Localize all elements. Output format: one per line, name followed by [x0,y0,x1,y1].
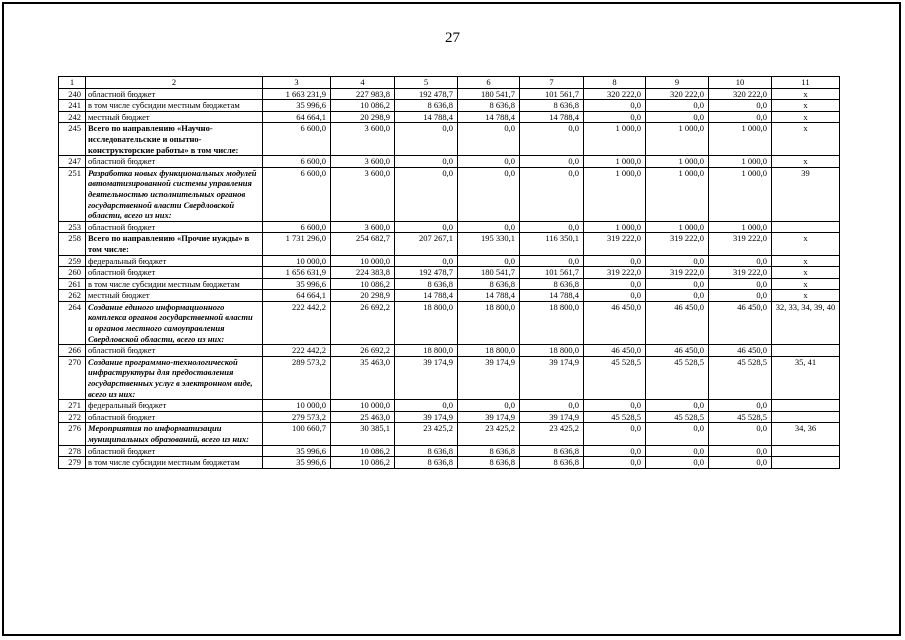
value-cell: 227 983,8 [331,88,395,100]
value-cell: 1 000,0 [709,123,772,156]
value-cell: 289 573,2 [263,356,331,399]
value-cell: 18 800,0 [458,301,520,344]
value-cell: 0,0 [584,400,646,412]
value-cell: 39 174,9 [458,411,520,423]
row-name: областной бюджет [86,221,263,233]
table-row [59,400,840,412]
value-cell: 0,0 [584,290,646,302]
value-cell: 10 000,0 [331,255,395,267]
value-cell: 0,0 [584,457,646,469]
value-cell: 10 000,0 [331,400,395,412]
value-cell: 8 636,8 [520,445,584,457]
value-cell: 0,0 [709,290,772,302]
value-cell: 35 463,0 [331,356,395,399]
value-cell: 1 000,0 [709,221,772,233]
row-number: 241 [59,100,86,112]
value-cell: 20 298,9 [331,111,395,123]
value-cell: 18 800,0 [395,301,458,344]
value-cell: 1 000,0 [584,156,646,168]
row-number: 240 [59,88,86,100]
value-cell: 35 996,6 [263,457,331,469]
value-cell: 319 222,0 [709,233,772,255]
value-cell: 254 682,7 [331,233,395,255]
target-ref-cell: 39 [772,167,840,221]
row-number: 276 [59,423,86,445]
value-cell: 207 267,1 [395,233,458,255]
page-number: 27 [445,30,460,46]
value-cell: 6 600,0 [263,123,331,156]
column-header: 5 [395,77,458,89]
value-cell: 1 000,0 [584,221,646,233]
row-name: областной бюджет [86,156,263,168]
value-cell: 20 298,9 [331,290,395,302]
table-row [59,100,840,112]
value-cell: 320 222,0 [584,88,646,100]
value-cell: 45 528,5 [709,411,772,423]
table-row [59,233,840,255]
value-cell: 6 600,0 [263,156,331,168]
value-cell: 0,0 [646,423,709,445]
target-ref-cell: х [772,233,840,255]
value-cell: 23 425,2 [520,423,584,445]
row-number: 245 [59,123,86,156]
value-cell: 35 996,6 [263,100,331,112]
value-cell: 0,0 [709,457,772,469]
value-cell: 14 788,4 [395,111,458,123]
value-cell: 0,0 [395,400,458,412]
table-row [59,457,840,469]
value-cell: 222 442,2 [263,345,331,357]
value-cell: 180 541,7 [458,88,520,100]
value-cell: 46 450,0 [709,301,772,344]
value-cell: 0,0 [709,278,772,290]
value-cell: 319 222,0 [584,233,646,255]
value-cell: 46 450,0 [584,301,646,344]
value-cell: 23 425,2 [395,423,458,445]
value-cell: 46 450,0 [709,345,772,357]
value-cell: 14 788,4 [458,111,520,123]
value-cell: 0,0 [709,100,772,112]
value-cell: 0,0 [584,423,646,445]
value-cell: 25 463,0 [331,411,395,423]
column-header: 3 [263,77,331,89]
row-number: 278 [59,445,86,457]
value-cell: 0,0 [458,156,520,168]
value-cell: 1 000,0 [584,167,646,221]
value-cell: 26 692,2 [331,301,395,344]
table-row [59,267,840,279]
value-cell: 45 528,5 [709,356,772,399]
value-cell: 0,0 [520,156,584,168]
value-cell: 222 442,2 [263,301,331,344]
value-cell: 224 383,8 [331,267,395,279]
value-cell: 0,0 [395,255,458,267]
value-cell: 0,0 [646,111,709,123]
row-name: Создание программно-технологической инфраструктуры для предоставления государственных услуг в электронном виде, всего из них: [86,356,263,399]
value-cell: 1 000,0 [584,123,646,156]
table-row [59,278,840,290]
budget-table [58,76,840,469]
column-header: 1 [59,77,86,89]
value-cell: 0,0 [584,278,646,290]
row-name: Мероприятия по информатизации муниципальных образований, всего из них: [86,423,263,445]
table-row [59,356,840,399]
target-ref-cell: х [772,111,840,123]
row-name: Создание единого информационного комплекса органов государственной власти и органов местного самоуправления Свердловской области, всего из них: [86,301,263,344]
value-cell: 23 425,2 [458,423,520,445]
column-header: 9 [646,77,709,89]
value-cell: 14 788,4 [395,290,458,302]
table-row [59,88,840,100]
column-header: 2 [86,77,263,89]
target-ref-cell [772,445,840,457]
value-cell: 1 663 231,9 [263,88,331,100]
row-number: 266 [59,345,86,357]
column-header: 7 [520,77,584,89]
column-header: 11 [772,77,840,89]
value-cell: 26 692,2 [331,345,395,357]
value-cell: 0,0 [458,255,520,267]
row-name: федеральный бюджет [86,255,263,267]
row-number: 279 [59,457,86,469]
value-cell: 10 000,0 [263,400,331,412]
value-cell: 46 450,0 [646,345,709,357]
row-name: в том числе субсидии местным бюджетам [86,100,263,112]
value-cell: 46 450,0 [584,345,646,357]
value-cell: 14 788,4 [458,290,520,302]
target-ref-cell [772,411,840,423]
value-cell: 0,0 [646,290,709,302]
row-number: 247 [59,156,86,168]
value-cell: 0,0 [646,278,709,290]
target-ref-cell [772,400,840,412]
value-cell: 0,0 [395,156,458,168]
value-cell: 0,0 [709,400,772,412]
value-cell: 46 450,0 [646,301,709,344]
value-cell: 8 636,8 [395,445,458,457]
row-number: 270 [59,356,86,399]
table-row [59,156,840,168]
target-ref-cell: х [772,88,840,100]
value-cell: 18 800,0 [520,301,584,344]
value-cell: 0,0 [709,423,772,445]
row-name: областной бюджет [86,267,263,279]
value-cell: 1 000,0 [709,167,772,221]
row-name: областной бюджет [86,88,263,100]
value-cell: 0,0 [709,445,772,457]
value-cell: 1 000,0 [646,221,709,233]
table-row [59,301,840,344]
header-row [59,77,840,89]
row-name: областной бюджет [86,345,263,357]
target-ref-cell: 35, 41 [772,356,840,399]
value-cell: 279 573,2 [263,411,331,423]
value-cell: 18 800,0 [395,345,458,357]
value-cell: 319 222,0 [646,267,709,279]
column-header: 4 [331,77,395,89]
value-cell: 0,0 [520,255,584,267]
column-header: 8 [584,77,646,89]
value-cell: 3 600,0 [331,156,395,168]
value-cell: 0,0 [584,100,646,112]
value-cell: 64 664,1 [263,111,331,123]
column-header: 10 [709,77,772,89]
table-row [59,167,840,221]
row-name: Всего по направлению «Прочие нужды» в том числе: [86,233,263,255]
row-number: 259 [59,255,86,267]
value-cell: 39 174,9 [395,356,458,399]
row-number: 242 [59,111,86,123]
value-cell: 0,0 [646,100,709,112]
value-cell: 10 086,2 [331,100,395,112]
value-cell: 6 600,0 [263,167,331,221]
row-number: 251 [59,167,86,221]
value-cell: 0,0 [584,111,646,123]
target-ref-cell [772,221,840,233]
row-name: областной бюджет [86,411,263,423]
value-cell: 116 350,1 [520,233,584,255]
table-row [59,123,840,156]
target-ref-cell: х [772,156,840,168]
value-cell: 10 086,2 [331,457,395,469]
value-cell: 8 636,8 [395,457,458,469]
table-row [59,411,840,423]
row-number: 260 [59,267,86,279]
value-cell: 0,0 [395,123,458,156]
value-cell: 0,0 [520,221,584,233]
value-cell: 319 222,0 [646,233,709,255]
value-cell: 0,0 [458,400,520,412]
row-number: 264 [59,301,86,344]
row-number: 262 [59,290,86,302]
target-ref-cell: 34, 36 [772,423,840,445]
value-cell: 45 528,5 [646,411,709,423]
table-row [59,290,840,302]
table-row [59,445,840,457]
value-cell: 1 000,0 [709,156,772,168]
value-cell: 0,0 [709,111,772,123]
value-cell: 3 600,0 [331,167,395,221]
value-cell: 0,0 [395,167,458,221]
value-cell: 0,0 [646,400,709,412]
value-cell: 39 174,9 [395,411,458,423]
table-row [59,345,840,357]
value-cell: 0,0 [458,123,520,156]
value-cell: 180 541,7 [458,267,520,279]
value-cell: 39 174,9 [520,356,584,399]
target-ref-cell: х [772,267,840,279]
value-cell: 0,0 [520,400,584,412]
row-name: Всего по направлению «Научно-исследовательские и опытно-конструкторские работы» в том числе: [86,123,263,156]
row-number: 258 [59,233,86,255]
value-cell: 0,0 [646,255,709,267]
value-cell: 8 636,8 [395,100,458,112]
value-cell: 101 561,7 [520,88,584,100]
value-cell: 0,0 [646,445,709,457]
value-cell: 8 636,8 [395,278,458,290]
target-ref-cell [772,345,840,357]
value-cell: 8 636,8 [520,100,584,112]
value-cell: 14 788,4 [520,111,584,123]
value-cell: 0,0 [584,255,646,267]
value-cell: 10 000,0 [263,255,331,267]
value-cell: 0,0 [520,167,584,221]
value-cell: 8 636,8 [458,457,520,469]
table-row [59,255,840,267]
value-cell: 3 600,0 [331,123,395,156]
value-cell: 0,0 [709,255,772,267]
row-number: 253 [59,221,86,233]
value-cell: 0,0 [395,221,458,233]
target-ref-cell [772,457,840,469]
value-cell: 0,0 [584,445,646,457]
value-cell: 39 174,9 [458,356,520,399]
target-ref-cell: х [772,123,840,156]
value-cell: 10 086,2 [331,278,395,290]
value-cell: 1 000,0 [646,123,709,156]
value-cell: 1 000,0 [646,167,709,221]
value-cell: 30 385,1 [331,423,395,445]
row-name: местный бюджет [86,290,263,302]
target-ref-cell: х [772,255,840,267]
value-cell: 319 222,0 [584,267,646,279]
target-ref-cell: х [772,278,840,290]
value-cell: 0,0 [458,167,520,221]
row-number: 272 [59,411,86,423]
row-name: местный бюджет [86,111,263,123]
value-cell: 14 788,4 [520,290,584,302]
value-cell: 0,0 [520,123,584,156]
value-cell: 64 664,1 [263,290,331,302]
row-name: в том числе субсидии местным бюджетам [86,278,263,290]
value-cell: 8 636,8 [458,100,520,112]
table-row [59,111,840,123]
value-cell: 35 996,6 [263,278,331,290]
row-name: федеральный бюджет [86,400,263,412]
value-cell: 8 636,8 [458,445,520,457]
value-cell: 3 600,0 [331,221,395,233]
value-cell: 320 222,0 [709,88,772,100]
value-cell: 35 996,6 [263,445,331,457]
column-header: 6 [458,77,520,89]
value-cell: 195 330,1 [458,233,520,255]
row-number: 271 [59,400,86,412]
value-cell: 10 086,2 [331,445,395,457]
value-cell: 0,0 [458,221,520,233]
value-cell: 1 656 631,9 [263,267,331,279]
row-name: областной бюджет [86,445,263,457]
row-number: 261 [59,278,86,290]
row-name: в том числе субсидии местным бюджетам [86,457,263,469]
value-cell: 0,0 [646,457,709,469]
value-cell: 192 478,7 [395,267,458,279]
value-cell: 8 636,8 [458,278,520,290]
target-ref-cell: х [772,100,840,112]
value-cell: 8 636,8 [520,457,584,469]
value-cell: 192 478,7 [395,88,458,100]
value-cell: 45 528,5 [584,411,646,423]
value-cell: 8 636,8 [520,278,584,290]
target-ref-cell: х [772,290,840,302]
table-row [59,221,840,233]
value-cell: 45 528,5 [584,356,646,399]
value-cell: 39 174,9 [520,411,584,423]
value-cell: 101 561,7 [520,267,584,279]
value-cell: 100 660,7 [263,423,331,445]
value-cell: 45 528,5 [646,356,709,399]
row-name: Разработка новых функциональных модулей автоматизированной системы управления деятельностью исполнительных органов государственной власти Свердловской области, всего из них: [86,167,263,221]
value-cell: 319 222,0 [709,267,772,279]
table-row [59,423,840,445]
value-cell: 1 000,0 [646,156,709,168]
value-cell: 18 800,0 [458,345,520,357]
value-cell: 320 222,0 [646,88,709,100]
target-ref-cell: 32, 33, 34, 39, 40 [772,301,840,344]
value-cell: 1 731 296,0 [263,233,331,255]
value-cell: 6 600,0 [263,221,331,233]
value-cell: 18 800,0 [520,345,584,357]
